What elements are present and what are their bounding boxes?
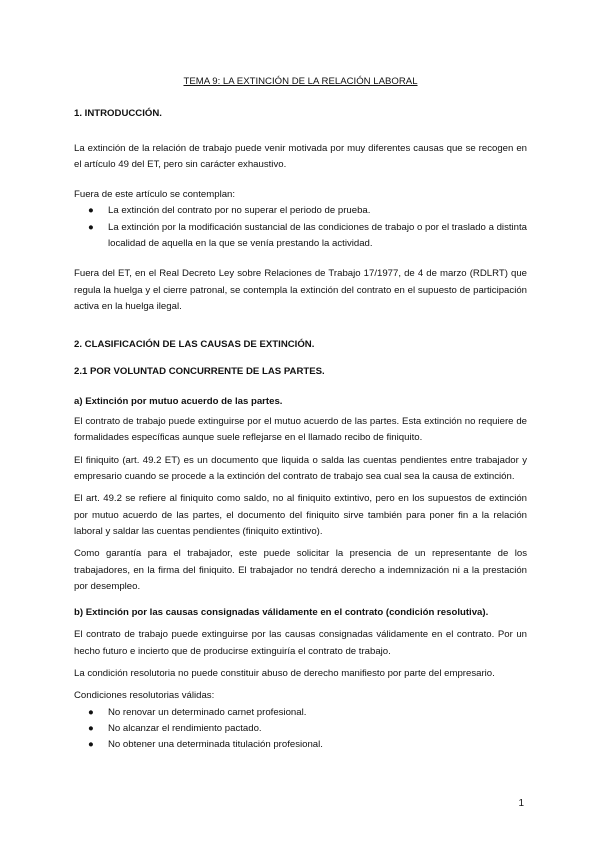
list-item — [74, 737, 527, 753]
section-2-heading: 2. CLASIFICACIÓN DE LAS CAUSAS DE EXTINCIÓN. — [74, 339, 315, 351]
list-item — [74, 203, 527, 219]
document-title: TEMA 9: LA EXTINCIÓN DE LA RELACIÓN LABORAL — [183, 76, 418, 87]
list-item — [74, 220, 527, 253]
a-paragraph-2: El finiquito (art. 49.2 ET) es un documento que liquida o salda las cuentas pendientes entre trabajador y empresario cuando se procede a la extinción del contrato de trabajo sea cual sea la causa de extinción. — [74, 454, 527, 483]
a-paragraph-3: El art. 49.2 se refiere al finiquito como saldo, no al finiquito extintivo, pero en los supuestos de extinción por mutuo acuerdo de las partes, el documento del finiquito sirve también para poner fin a la relación laboral y saldar las cuentas pendientes (finiquito extintivo). — [74, 493, 527, 537]
section-2-1-heading: 2.1 POR VOLUNTAD CONCURRENTE DE LAS PARTES. — [74, 365, 325, 377]
bullet-icon: ● — [88, 739, 94, 751]
bullet-icon: ● — [88, 706, 94, 718]
s1-paragraph-1: La extinción de la relación de trabajo puede venir motivada por muy diferentes causas que se recogen en el artículo 49 del ET, pero sin carácter exhaustivo. — [74, 142, 527, 170]
list-item-text: La extinción del contrato por no superar el periodo de prueba. — [108, 205, 371, 217]
list-item-text: No alcanzar el rendimiento pactado. — [108, 722, 262, 734]
list-item — [74, 705, 527, 721]
s1-paragraph-2: Fuera de este artículo se contemplan: — [74, 189, 236, 201]
b-list — [74, 705, 527, 754]
list-item-text: La extinción por la modificación sustancial de las condiciones de trabajo o por el traslado a distinta localidad de aquella en la que se venía prestando la actividad. — [108, 221, 527, 250]
b-paragraph-3: Condiciones resolutorias válidas: — [74, 690, 215, 702]
list-item-text: No obtener una determinada titulación profesional. — [108, 739, 323, 751]
s1-paragraph-3: Fuera del ET, en el Real Decreto Ley sobre Relaciones de Trabajo 17/1977, de 4 de marzo (RDLRT) que regula la huelga y el cierre patronal, se contempla la extinción del contrato en el supuesto de participación activa en la huelga ilegal. — [74, 268, 527, 312]
bullet-icon: ● — [88, 205, 94, 217]
s1-list — [74, 203, 527, 252]
b-paragraph-1: El contrato de trabajo puede extinguirse por las causas consignadas válidamente en el contrato. Por un hecho futuro e incierto que de producirse extinguiría el contrato de trabajo. — [74, 629, 527, 657]
bullet-icon: ● — [88, 722, 94, 734]
a-paragraph-4: Como garantía para el trabajador, este puede solicitar la presencia de un representante de los trabajadores, en la firma del finiquito. El trabajador no tendrá derecho a indemnización ni a la prestación por desempleo. — [74, 548, 527, 592]
bullet-icon: ● — [88, 221, 94, 233]
a-paragraph-1: El contrato de trabajo puede extinguirse por el mutuo acuerdo de las partes. Esta extinción no requiere de formalidades específicas aunque suele reflejarse en el llamado recibo de finiquito. — [74, 416, 527, 444]
page-number: 1 — [518, 798, 524, 809]
subsection-a-heading: a) Extinción por mutuo acuerdo de las partes. — [74, 395, 283, 407]
document-body — [74, 74, 527, 754]
section-1-heading: 1. INTRODUCCIÓN. — [74, 108, 162, 120]
subsection-b-heading: b) Extinción por las causas consignadas válidamente en el contrato (condición resolutiva). — [74, 607, 489, 619]
list-item — [74, 721, 527, 737]
b-paragraph-2: La condición resolutoria no puede constituir abuso de derecho manifiesto por parte del empresario. — [74, 668, 495, 680]
list-item-text: No renovar un determinado carnet profesional. — [108, 706, 307, 718]
